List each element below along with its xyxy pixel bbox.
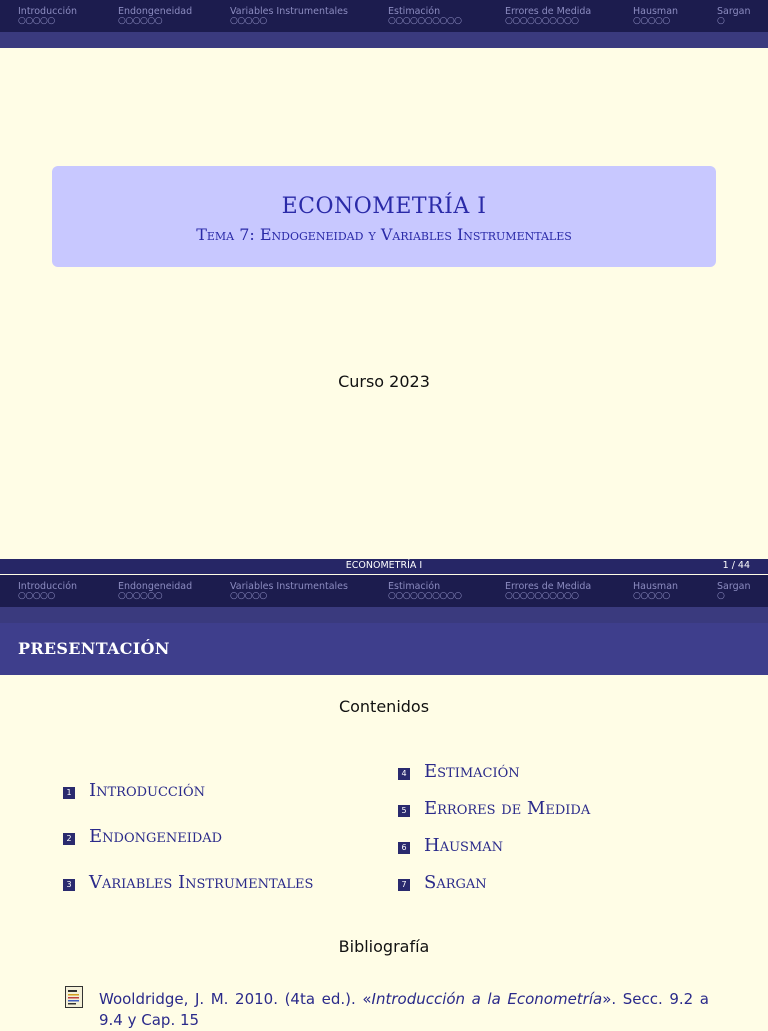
nav-section-introduccion[interactable]: [18, 6, 77, 26]
frame-title: PRESENTACIÓN: [18, 639, 170, 658]
toc-item-endongeneidad[interactable]: [63, 826, 222, 847]
nav-section-variables-instrumentales[interactable]: [230, 581, 348, 601]
toc-item-introduccion[interactable]: [63, 780, 205, 801]
nav-label: Hausman: [633, 581, 679, 592]
nav-dots: ○○○○○: [18, 16, 55, 26]
nav-label: Introducción: [18, 6, 78, 17]
nav-dots: ○○○○○○○○○○: [505, 591, 579, 601]
nav-label: Estimación: [388, 581, 441, 592]
nav-label: Errores de Medida: [505, 6, 592, 17]
nav-dots: ○○○○○○○○○○: [388, 591, 462, 601]
nav-section-variables-instrumentales[interactable]: [230, 6, 348, 26]
nav-label: Sargan: [717, 581, 751, 592]
nav-section-estimacion[interactable]: [388, 6, 462, 26]
nav-dots: ○○○○○: [633, 591, 670, 601]
nav-dots: ○○○○○○○○○○: [388, 16, 462, 26]
toc-number: 2: [63, 833, 75, 845]
nav-label: Variables Instrumentales: [230, 581, 348, 592]
footer-title: ECONOMETRÍA I: [345, 560, 423, 571]
nav-label: Endongeneidad: [118, 581, 193, 592]
nav-section-hausman[interactable]: [633, 6, 678, 26]
toc-label: Endongeneidad: [89, 826, 223, 847]
bib-title: Introducción a la Econometría: [371, 990, 603, 1008]
nav-dots: ○○○○○○: [118, 591, 163, 601]
toc-item-hausman[interactable]: [398, 835, 503, 856]
nav-label: Estimación: [388, 6, 441, 17]
nav-section-endongeneidad[interactable]: [118, 581, 192, 601]
slide-footer: [0, 559, 768, 574]
toc-label: Hausman: [424, 835, 504, 856]
toc-number: 3: [63, 879, 75, 891]
nav-dots: ○○○○○: [18, 591, 55, 601]
toc-label: Introducción: [89, 780, 206, 801]
presentation-title: ECONOMETRÍA I: [281, 194, 487, 219]
toc-number: 5: [398, 805, 410, 817]
toc-label: Sargan: [424, 872, 487, 893]
toc-label: Errores de Medida: [424, 798, 591, 819]
nav-section-estimacion[interactable]: [388, 581, 462, 601]
nav-label: Endongeneidad: [118, 6, 193, 17]
nav-dots: ○○○○○: [230, 16, 267, 26]
second-navbar: [0, 575, 768, 607]
nav-label: Introducción: [18, 581, 78, 592]
nav-section-errores-de-medida[interactable]: [505, 581, 591, 601]
frame-title-bar: [0, 623, 768, 675]
nav-section-errores-de-medida[interactable]: [505, 6, 591, 26]
contents-heading: Contenidos: [338, 697, 430, 716]
toc-label: Variables Instrumentales: [89, 872, 314, 893]
toc-item-estimacion[interactable]: [398, 761, 520, 782]
bib-suffix: ». Secc. 9.2 a 9.4 y Cap. 15: [99, 990, 709, 1029]
navbar-strip: [0, 607, 768, 623]
nav-section-sargan[interactable]: [717, 6, 750, 26]
page-number: 1 / 44: [722, 560, 750, 571]
nav-label: Variables Instrumentales: [230, 6, 348, 17]
toc-item-errores-de-medida[interactable]: [398, 798, 590, 819]
course-label: Curso 2023: [338, 372, 430, 391]
nav-label: Sargan: [717, 6, 751, 17]
nav-dots: ○: [717, 16, 725, 26]
nav-section-endongeneidad[interactable]: [118, 6, 192, 26]
nav-dots: ○○○○○: [633, 16, 670, 26]
toc-number: 7: [398, 879, 410, 891]
toc-number: 6: [398, 842, 410, 854]
bib-prefix: Wooldridge, J. M. 2010. (4ta ed.). «: [99, 990, 372, 1008]
presentation-subtitle: Tema 7: Endogeneidad y Variables Instrumentales: [196, 225, 572, 244]
nav-dots: ○○○○○: [230, 591, 267, 601]
nav-section-sargan[interactable]: [717, 581, 750, 601]
toc-item-sargan[interactable]: [398, 872, 487, 893]
nav-section-introduccion[interactable]: [18, 581, 77, 601]
nav-label: Errores de Medida: [505, 581, 592, 592]
toc-item-variables-instrumentales[interactable]: [63, 872, 313, 893]
top-navbar: [0, 0, 768, 32]
nav-label: Hausman: [633, 6, 679, 17]
toc-label: Estimación: [424, 761, 520, 782]
nav-dots: ○○○○○○: [118, 16, 163, 26]
navbar-strip: [0, 32, 768, 48]
toc-number: 1: [63, 787, 75, 799]
bibliography-heading: Bibliografía: [338, 937, 430, 956]
book-icon: [65, 986, 83, 1008]
nav-dots: ○: [717, 591, 725, 601]
title-block: [52, 166, 716, 267]
toc-number: 4: [398, 768, 410, 780]
bibliography-entry: [99, 989, 709, 1031]
nav-section-hausman[interactable]: [633, 581, 678, 601]
nav-dots: ○○○○○○○○○○: [505, 16, 579, 26]
